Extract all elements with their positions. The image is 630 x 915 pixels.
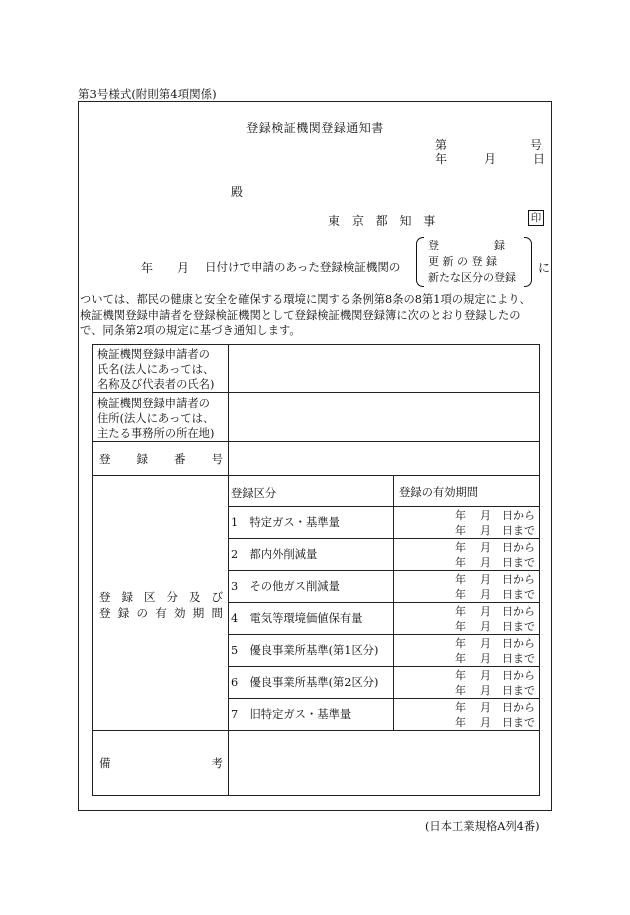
issuer-name: 東 京 都 知 事 [328,214,440,228]
form-code: 第3号様式(附則第4項関係) [78,87,217,101]
period-entry: 年 月 日から 年 月 日まで [455,541,535,569]
application-year: 年 [141,261,154,275]
date-year: 年 [435,152,448,166]
row-divider [228,634,539,635]
number-suffix: 号 [530,138,543,152]
remarks-label: 備 考 [99,756,223,770]
body-text-line: で、同条第2項の規定に基づき通知します。 [80,324,301,337]
seal-stamp: 印 [528,210,544,226]
period-entry: 年 月 日から 年 月 日まで [455,669,535,697]
period-entry: 年 月 日から 年 月 日まで [455,701,535,729]
row-divider [93,441,539,442]
row-divider [228,698,539,699]
column-header-period: 登録の有効期間 [399,486,479,499]
row-divider [228,538,539,539]
column-header-category: 登録区分 [231,487,277,500]
brace-left-mark [416,237,424,287]
option-registration: 登 録 [428,239,505,252]
date-day: 日 [533,152,546,166]
applicant-address-label: 検証機関登録申請者の 住所(法人にあっては、 主たる事務所の所在地) [97,397,215,440]
registration-number-label: 登 録 番 号 [99,452,223,466]
category-period-label-line2: 登 録 の 有 効 期 間 [99,606,223,620]
category-item: 1 特定ガス・基準量 [231,516,340,529]
date-month: 月 [484,152,497,166]
addressee-honorific: 殿 [231,185,244,199]
category-item: 2 都内外削減量 [231,548,318,561]
category-item: 5 優良事業所基準(第1区分) [231,644,379,657]
option-new-category: 新たな区分の登録 [428,271,516,284]
application-lead-text: 日付けで申請のあった登録検証機関の [205,260,401,274]
row-divider [228,602,539,603]
paper-size-note: (日本工業規格A列4番) [425,820,540,833]
row-divider [228,570,539,571]
body-text-line: 検証機関登録申請者を登録検証機関として登録検証機関登録簿に次のとおり登録したの [80,309,521,322]
option-renewal: 更 新 の 登 録 [428,255,497,268]
particle-ni: に [538,261,551,275]
document-title: 登録検証機関登録通知書 [246,121,384,135]
number-label: 第 [435,138,448,152]
category-item: 7 旧特定ガス・基準量 [231,708,352,721]
period-entry: 年 月 日から 年 月 日まで [455,509,535,537]
period-entry: 年 月 日から 年 月 日まで [455,605,535,633]
row-divider [93,475,539,476]
registration-type-brace [416,237,532,287]
category-period-label-line1: 登 録 区 分 及 び [99,590,223,604]
application-month: 月 [177,261,190,275]
row-divider [228,506,539,507]
applicant-name-label: 検証機関登録申請者の 氏名(法人にあっては、 名称及び代表者の氏名) [97,348,215,391]
category-item: 4 電気等環境価値保有量 [231,612,363,625]
row-divider [93,392,539,393]
period-entry: 年 月 日から 年 月 日まで [455,573,535,601]
body-text-line: ついては、都民の健康と安全を確保する環境に関する条例第8条の8第1項の規定により、 [80,293,531,306]
category-item: 3 その他ガス削減量 [231,580,340,593]
period-entry: 年 月 日から 年 月 日まで [455,637,535,665]
category-item: 6 優良事業所基準(第2区分) [231,676,379,689]
row-divider [93,730,539,731]
registration-table [92,344,540,796]
row-divider [228,666,539,667]
